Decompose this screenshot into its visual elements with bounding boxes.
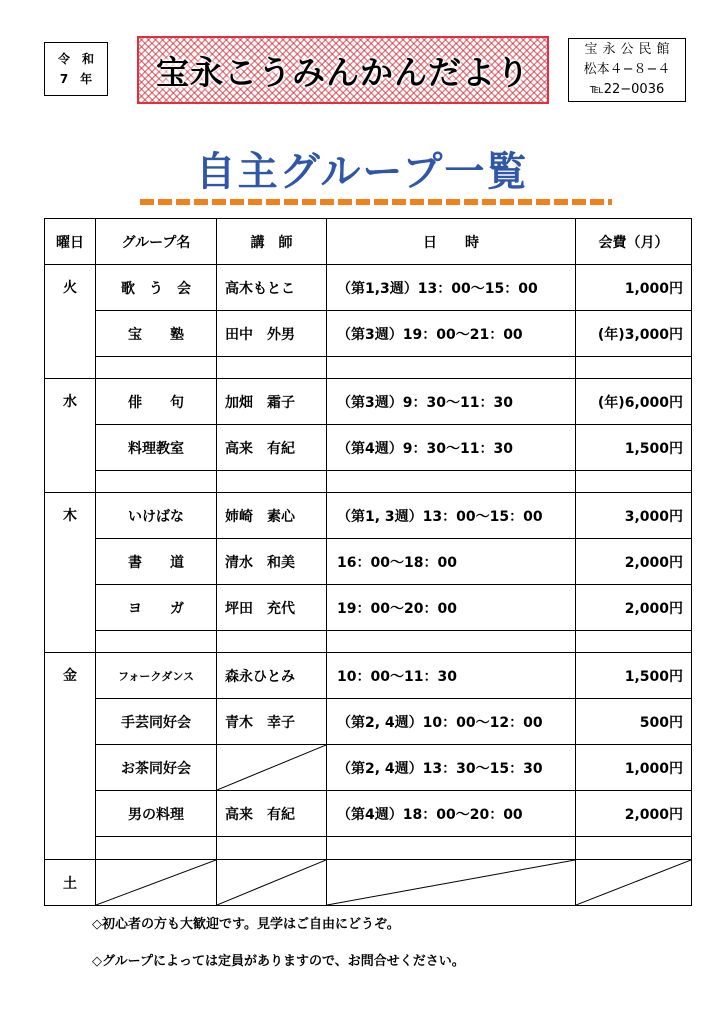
empty-cell — [327, 860, 576, 906]
group-name: 歌 う 会 — [96, 265, 217, 311]
monthly-fee: 1,000円 — [576, 265, 692, 311]
header-time: 日 時 — [327, 219, 576, 265]
schedule-time: 16：00〜18：00 — [327, 539, 576, 585]
newsletter-title: 宝永こうみんかんだより — [156, 52, 530, 92]
monthly-fee: 1,500円 — [576, 653, 692, 699]
table-row — [45, 311, 692, 357]
group-name: いけばな — [96, 493, 217, 539]
group-name: 俳 句 — [96, 379, 217, 425]
teacher-name: 高来 有紀 — [217, 791, 327, 837]
day-cell-sat: 土 — [45, 860, 96, 906]
day-cell-wed: 水 — [45, 379, 96, 493]
decorative-dashed-line — [140, 199, 612, 205]
table-row — [45, 860, 692, 906]
schedule-time: （第4週）9：30〜11：30 — [327, 425, 576, 471]
table-row — [45, 493, 692, 539]
blank-row — [45, 631, 692, 653]
day-cell-fri: 金 — [45, 653, 96, 860]
header-teacher: 講 師 — [217, 219, 327, 265]
group-name: 宝 塾 — [96, 311, 217, 357]
table-row — [45, 745, 692, 791]
teacher-name: 田中 外男 — [217, 311, 327, 357]
blank-row — [45, 357, 692, 379]
teacher-name: 清水 和美 — [217, 539, 327, 585]
empty-cell — [96, 860, 217, 906]
diagonal-slash — [217, 745, 326, 790]
era-line-2: 7年 — [59, 72, 105, 86]
header-group: グループ名 — [96, 219, 217, 265]
teacher-name: 坪田 充代 — [217, 585, 327, 631]
newsletter-banner — [137, 36, 549, 104]
hall-tel: ℡22−0036 — [589, 82, 665, 97]
group-name: お茶同好会 — [96, 745, 217, 791]
monthly-fee: 2,000円 — [576, 791, 692, 837]
empty-cell — [217, 860, 327, 906]
diagonal-slash — [217, 860, 326, 905]
diagonal-slash — [576, 860, 691, 905]
schedule-time: （第1, 3週）13：00〜15：00 — [327, 493, 576, 539]
diagonal-slash — [327, 860, 575, 905]
diagonal-slash — [96, 860, 216, 905]
header-fee: 会費（月） — [576, 219, 692, 265]
schedule-time: 10：00〜11：30 — [327, 653, 576, 699]
group-name: 料理教室 — [96, 425, 217, 471]
table-row — [45, 653, 692, 699]
teacher-name: 青木 幸子 — [217, 699, 327, 745]
page-title: 自主グループ一覧 — [195, 149, 529, 195]
note-beginners-welcome: ◇初心者の方も大歓迎です。見学はご自由にどうぞ。 — [92, 917, 400, 932]
monthly-fee: 1,500円 — [576, 425, 692, 471]
note-capacity-inquiry: ◇グループによっては定員がありますので、お問合せください。 — [92, 954, 465, 969]
schedule-time: （第2, 4週）13：30〜15：30 — [327, 745, 576, 791]
empty-teacher-cell — [217, 745, 327, 791]
era-box — [44, 42, 108, 96]
teacher-name: 加畑 霜子 — [217, 379, 327, 425]
blank-row — [45, 837, 692, 860]
teacher-name: 森永ひとみ — [217, 653, 327, 699]
monthly-fee: (年)3,000円 — [576, 311, 692, 357]
table-header-row — [45, 219, 692, 265]
monthly-fee: 500円 — [576, 699, 692, 745]
group-name: 手芸同好会 — [96, 699, 217, 745]
blank-row — [45, 471, 692, 493]
table-row — [45, 791, 692, 837]
group-name: フォークダンス — [96, 653, 217, 699]
table-row — [45, 265, 692, 311]
group-schedule-table — [44, 218, 692, 906]
hall-info-box — [568, 38, 686, 102]
monthly-fee: 2,000円 — [576, 539, 692, 585]
teacher-name: 高木もとこ — [217, 265, 327, 311]
table-row — [45, 539, 692, 585]
teacher-name: 高来 有紀 — [217, 425, 327, 471]
group-name: 書 道 — [96, 539, 217, 585]
day-cell-thu: 木 — [45, 493, 96, 653]
empty-cell — [576, 860, 692, 906]
monthly-fee: 2,000円 — [576, 585, 692, 631]
schedule-time: 19：00〜20：00 — [327, 585, 576, 631]
group-name: ヨ ガ — [96, 585, 217, 631]
hall-address: 松本４−８−４ — [583, 62, 671, 77]
schedule-time: （第1,3週）13：00〜15：00 — [327, 265, 576, 311]
header-day: 曜日 — [45, 219, 96, 265]
day-cell-tue: 火 — [45, 265, 96, 379]
table-row — [45, 699, 692, 745]
table-row — [45, 585, 692, 631]
monthly-fee: 1,000円 — [576, 745, 692, 791]
monthly-fee: (年)6,000円 — [576, 379, 692, 425]
schedule-time: （第3週）9：30〜11：30 — [327, 379, 576, 425]
group-name: 男の料理 — [96, 791, 217, 837]
table-row — [45, 425, 692, 471]
schedule-time: （第3週）19：00〜21：00 — [327, 311, 576, 357]
hall-name: 宝永公民館 — [584, 42, 675, 57]
era-line-1: 令和 — [57, 52, 106, 66]
teacher-name: 姉崎 素心 — [217, 493, 327, 539]
schedule-time: （第4週）18：00〜20：00 — [327, 791, 576, 837]
monthly-fee: 3,000円 — [576, 493, 692, 539]
table-row — [45, 379, 692, 425]
schedule-time: （第2, 4週）10：00〜12：00 — [327, 699, 576, 745]
